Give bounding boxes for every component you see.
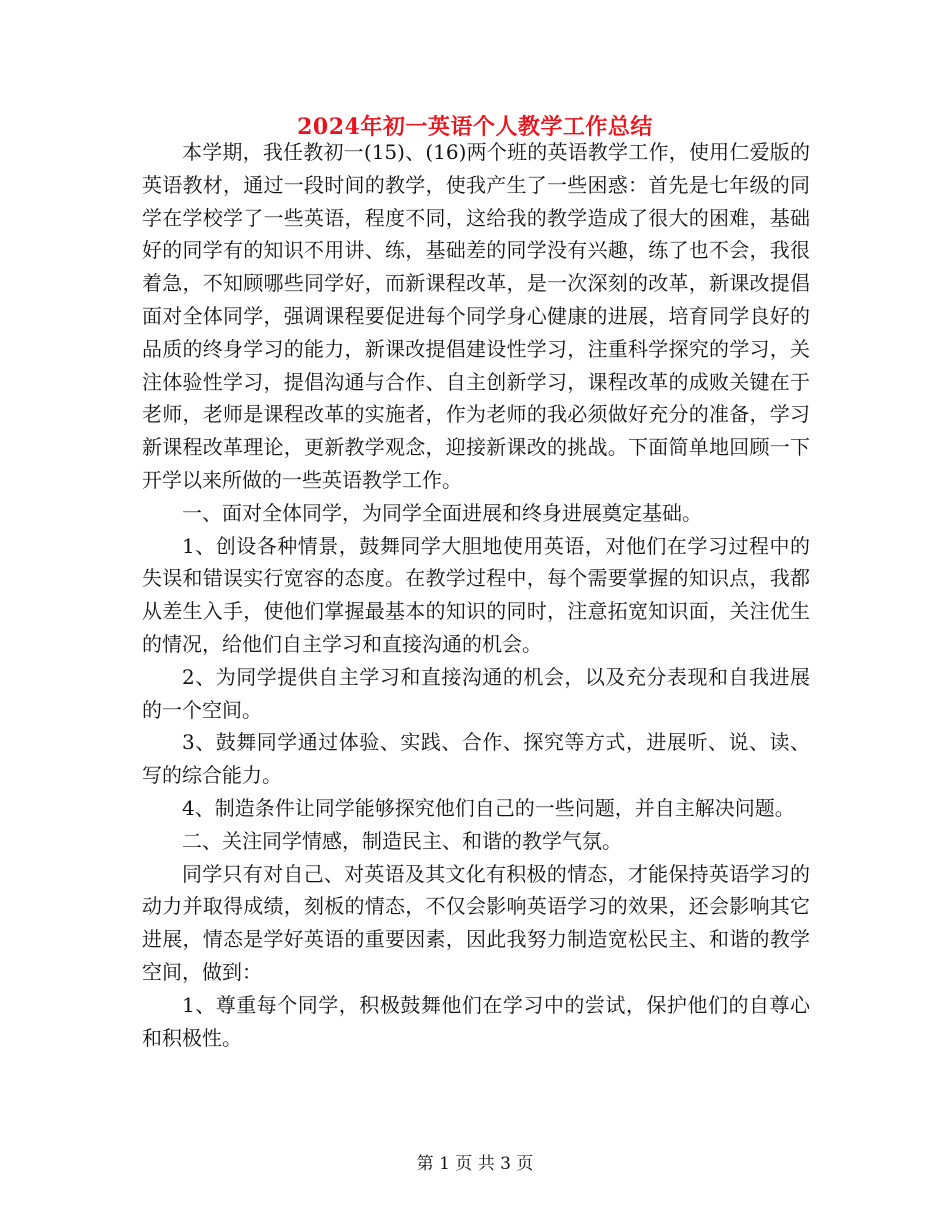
- document-body: [142, 136, 810, 1054]
- list-item-1-4: 4、制造条件让同学能够探究他们自己的一些问题，并自主解决问题。: [182, 795, 795, 820]
- intro-paragraph: 本学期，我任教初一(15)、(16)两个班的英语教学工作，使用仁爱版的英语教材，通过一段时间的教学，使我产生了一些困惑：首先是七年级的同学在学校学了一些英语，程度不同，这给我的教学造成了很大的困难，基础好的同学有的知识不用讲、练，基础差的同学没有兴趣，练了也不会，我很着急，不知顾哪些同学好，而新课程改革，是一次深刻的改革，新课改提倡面对全体同学，强调课程要促进每个同学身心健康的进展，培育同学良好的品质的终身学习的能力，新课改提倡建设性学习，注重科学探究的学习，关注体验性学习，提倡沟通与合作、自主创新学习，课程改革的成败关键在于老师，老师是课程改革的实施者，作为老师的我必须做好充分的准备，学习新课程改革理论，更新教学观念，迎接新课改的挑战。下面简单地回顾一下开学以来所做的一些英语教学工作。: [142, 140, 810, 492]
- section-2-paragraph: 同学只有对自己、对英语及其文化有积极的情态，才能保持英语学习的动力并取得成绩，刻板的情态，不仅会影响英语学习的效果，还会影响其它进展，情态是学好英语的重要因素，因此我努力制造宽松民主、和谐的教学空间，做到：: [142, 861, 810, 984]
- section-heading-1: 一、面对全体同学，为同学全面进展和终身进展奠定基础。: [182, 500, 702, 525]
- document-title: 2024年初一英语个人教学工作总结: [297, 114, 653, 140]
- page-number-footer: 第 1 页 共 3 页: [416, 1154, 534, 1174]
- list-item-2-1: 1、尊重每个同学，积极鼓舞他们在学习中的尝试，保护他们的自尊心和积极性。: [142, 992, 810, 1050]
- list-item-1-1: 1、创设各种情景，鼓舞同学大胆地使用英语，对他们在学习过程中的失误和错误实行宽容的态度。在教学过程中，每个需要掌握的知识点，我都从差生入手，使他们掌握最基本的知识的同时，注意拓宽知识面，关注优生的情况，给他们自主学习和直接沟通的机会。: [142, 533, 810, 656]
- section-heading-2: 二、关注同学情感，制造民主、和谐的教学气氛。: [182, 828, 622, 853]
- list-item-1-2: 2、为同学提供自主学习和直接沟通的机会，以及充分表现和自我进展的一个空间。: [142, 664, 810, 722]
- list-item-1-3: 3、鼓舞同学通过体验、实践、合作、探究等方式，进展听、说、读、写的综合能力。: [142, 730, 810, 788]
